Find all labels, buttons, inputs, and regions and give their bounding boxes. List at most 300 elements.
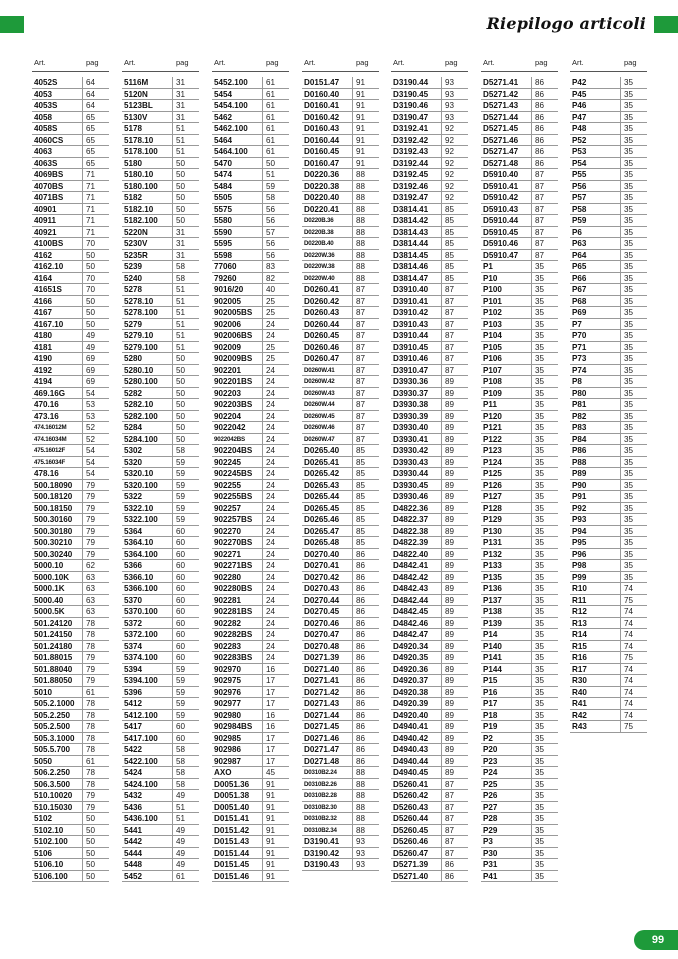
page-ref: 51 [176,135,186,145]
page-ref: 53 [86,411,96,421]
page-ref: 86 [535,135,545,145]
table-row [212,422,289,434]
table-row [570,342,647,354]
article-code: P70 [570,330,621,341]
page-ref: 86 [356,595,366,605]
page-number-badge: 99 [634,930,678,950]
table-row [391,721,468,733]
page-ref: 45 [266,768,276,777]
table-row [32,756,109,768]
article-code: D3930.41 [391,434,442,445]
page-ref: 89 [445,699,455,708]
article-code: 5106 [32,848,83,859]
page-ref: 50 [176,216,186,225]
table-row [391,836,468,848]
page-ref: 86 [535,89,545,99]
article-code: D0160.45 [302,146,353,157]
article-code: 902987 [212,756,263,767]
article-code: R15 [570,641,621,652]
page-ref: 93 [445,78,455,87]
article-code: 5106.10 [32,859,83,870]
table-row [122,192,199,204]
page-ref: 35 [535,388,545,398]
article-code: P91 [570,491,621,502]
table-row [481,422,558,434]
article-code: D0271.42 [302,687,353,698]
table-row [32,595,109,607]
article-code: D0260.41 [302,284,353,295]
table-row [302,756,379,768]
table-row [570,181,647,193]
article-code: P73 [570,353,621,364]
article-code: D0160.43 [302,123,353,134]
table-row [122,583,199,595]
article-code: 5484 [212,181,263,192]
table-row [481,468,558,480]
article-code: 510.10020 [32,790,83,801]
table-row [391,710,468,722]
article-code: P124 [481,457,532,468]
table-row [302,169,379,181]
page-ref: 86 [535,78,545,87]
page-ref: 91 [266,871,276,881]
table-row [481,629,558,641]
page-ref: 87 [445,825,455,835]
page-ref: 35 [535,584,545,593]
table-row [570,480,647,492]
article-code: 5010 [32,687,83,698]
page-ref: 60 [176,607,186,616]
page-ref: 87 [445,779,455,789]
article-code: P131 [481,537,532,548]
page-ref: 35 [624,308,634,317]
table-row [302,215,379,227]
table-row [302,77,379,89]
index-column [212,54,289,882]
article-code: D5910.46 [481,238,532,249]
article-code: D5260.45 [391,825,442,836]
article-code: P67 [570,284,621,295]
page-ref: 35 [535,791,545,800]
table-row [32,721,109,733]
table-row [212,399,289,411]
table-row [481,572,558,584]
table-row [212,721,289,733]
article-code: P105 [481,342,532,353]
table-row [391,871,468,883]
article-code: P63 [570,238,621,249]
page-ref: 62 [86,561,96,570]
article-code: D4842.41 [391,560,442,571]
article-code: 5444 [122,848,173,859]
article-code: D0260.43 [302,307,353,318]
page-ref: 24 [266,469,276,478]
page-ref: 87 [445,848,455,858]
table-row [212,583,289,595]
article-code: P128 [481,503,532,514]
table-row [122,261,199,273]
table-row [212,445,289,457]
page-ref: 92 [445,181,455,191]
table-row [391,491,468,503]
page-ref: 35 [535,308,545,317]
table-row [212,307,289,319]
page-ref: 87 [356,388,366,398]
table-row [391,698,468,710]
pag-header: pag [176,58,189,67]
table-row [570,353,647,365]
page-ref: 87 [445,285,455,294]
page-ref: 87 [535,227,545,237]
article-code: 5130V [122,112,173,123]
page-ref: 91 [266,860,276,869]
page-ref: 50 [86,319,96,329]
page-ref: 89 [445,595,455,605]
table-row [570,261,647,273]
table-row [391,595,468,607]
table-row [32,606,109,618]
page-ref: 35 [624,135,634,145]
article-code: D4822.37 [391,514,442,525]
table-row [481,652,558,664]
article-code: D3190.45 [391,89,442,100]
table-row [391,238,468,250]
article-code: 5278 [122,284,173,295]
page-ref: 89 [445,722,455,731]
page-ref: 88 [356,239,366,248]
article-code: 5182 [122,192,173,203]
page-ref: 87 [356,423,366,432]
table-row [570,675,647,687]
article-code: 77060 [212,261,263,272]
page-ref: 86 [356,549,366,559]
table-row [32,664,109,676]
table-row [122,802,199,814]
page-ref: 87 [356,308,366,317]
page-ref: 35 [535,480,545,490]
table-row [32,457,109,469]
table-row [212,146,289,158]
table-row [391,480,468,492]
article-code: 510.15030 [32,802,83,813]
table-row [391,376,468,388]
page-ref: 89 [445,584,455,593]
page-ref: 89 [445,607,455,616]
table-row [212,859,289,871]
page-ref: 35 [535,492,545,501]
page-ref: 24 [266,584,276,593]
table-row [570,583,647,595]
page-ref: 35 [624,331,634,340]
article-code: D0310B2.32 [302,813,353,824]
page-ref: 93 [356,860,366,869]
article-code: P98 [570,560,621,571]
table-row [302,537,379,549]
page-ref: 35 [624,423,634,432]
article-code: D4842.44 [391,595,442,606]
table-row [302,112,379,124]
page-ref: 71 [86,227,96,237]
article-code: 5302 [122,445,173,456]
article-code: 902281BS [212,606,263,617]
page-ref: 87 [535,204,545,214]
page-ref: 64 [86,78,96,87]
article-code: P126 [481,480,532,491]
page-ref: 35 [535,296,545,306]
article-code: 902204BS [212,445,263,456]
table-row [481,135,558,147]
article-code: D0220B.40 [302,238,353,249]
left-green-tab [0,16,24,33]
table-row [481,549,558,561]
page-ref: 35 [535,871,545,881]
table-row [122,399,199,411]
article-code: P15 [481,675,532,686]
article-code: P16 [481,687,532,698]
article-code: 475.16034F [32,457,83,468]
table-row [302,238,379,250]
page-ref: 93 [445,112,455,122]
page-ref: 60 [176,549,186,559]
table-row [212,227,289,239]
table-row [481,836,558,848]
table-row [212,204,289,216]
article-code: 40901 [32,204,83,215]
table-row [122,503,199,515]
table-row [391,767,468,779]
table-row [391,135,468,147]
article-code: R16 [570,652,621,663]
table-row [481,112,558,124]
table-row [212,457,289,469]
table-row [122,319,199,331]
page-ref: 85 [356,457,366,467]
table-row [212,468,289,480]
page-ref: 89 [445,733,455,743]
page-ref: 87 [535,250,545,260]
page-ref: 88 [356,825,366,835]
table-row [212,388,289,400]
table-row [481,192,558,204]
table-row [570,330,647,342]
article-code: D4920.39 [391,698,442,709]
article-code: D0271.44 [302,710,353,721]
table-row [391,664,468,676]
article-code: 5417 [122,721,173,732]
article-code: D0260W.43 [302,388,353,399]
table-row [32,652,109,664]
article-code: D3930.37 [391,388,442,399]
table-row [481,296,558,308]
table-row [570,411,647,423]
article-code: R40 [570,687,621,698]
table-row [212,411,289,423]
article-code: 5284.100 [122,434,173,445]
article-code: 5364 [122,526,173,537]
table-row [32,434,109,446]
table-row [302,457,379,469]
article-code: D4920.34 [391,641,442,652]
article-code: 902270 [212,526,263,537]
article-code: 5180.100 [122,181,173,192]
page-ref: 87 [445,814,455,823]
article-code: 5470 [212,158,263,169]
table-row [32,112,109,124]
article-code: P81 [570,399,621,410]
page-ref: 35 [535,423,545,432]
table-row [122,756,199,768]
page-ref: 50 [176,158,186,168]
page-ref: 87 [445,802,455,812]
table-row [481,698,558,710]
table-row [32,261,109,273]
page-ref: 92 [445,124,455,133]
article-code: D0220B.36 [302,215,353,226]
article-code: 5441 [122,825,173,836]
page-ref: 64 [86,89,96,99]
table-row [122,353,199,365]
page-ref: 61 [266,135,276,145]
page-ref: 87 [445,319,455,329]
page-ref: 89 [445,768,455,777]
page-ref: 92 [445,193,455,202]
page-ref: 69 [86,354,96,363]
article-code: 5182.100 [122,215,173,226]
page-ref: 65 [86,158,96,168]
page-ref: 92 [445,170,455,179]
table-row [32,227,109,239]
page-ref: 78 [86,630,96,639]
table-row [570,572,647,584]
page-ref: 25 [266,342,276,352]
article-code: D3930.42 [391,445,442,456]
article-code: 5370.100 [122,606,173,617]
page-ref: 35 [535,377,545,386]
page-ref: 35 [535,802,545,812]
table-row [212,629,289,641]
page-ref: 50 [176,388,186,398]
article-code: D0265.44 [302,491,353,502]
page-ref: 85 [356,446,366,455]
page-ref: 35 [535,319,545,329]
article-code: 902280 [212,572,263,583]
article-code: D3192.42 [391,135,442,146]
table-row [122,204,199,216]
page-ref: 35 [535,641,545,651]
article-code: R10 [570,583,621,594]
article-code: D5271.40 [391,871,442,882]
article-code: P28 [481,813,532,824]
page-ref: 79 [86,802,96,812]
table-row [570,629,647,641]
table-row [212,238,289,250]
article-code: D3192.46 [391,181,442,192]
page-ref: 75 [624,653,634,662]
table-row [32,859,109,871]
table-row [32,733,109,745]
table-row [302,204,379,216]
article-code: 4100BS [32,238,83,249]
table-row [122,825,199,837]
table-row [481,618,558,630]
article-code: D0265.42 [302,468,353,479]
page-ref: 74 [624,584,634,593]
article-code: P48 [570,123,621,134]
article-code: P6 [570,227,621,238]
article-code: 4194 [32,376,83,387]
table-row [122,296,199,308]
article-code: D5260.42 [391,790,442,801]
page-ref: 24 [266,388,276,398]
table-row [481,365,558,377]
table-row [570,158,647,170]
article-code: P18 [481,710,532,721]
page-ref: 60 [176,561,186,570]
table-row [122,342,199,354]
page-ref: 54 [86,388,96,398]
article-code: D0220W.36 [302,250,353,261]
article-code: 505.2.250 [32,710,83,721]
table-row [391,192,468,204]
column-header [481,54,558,72]
page-ref: 60 [176,595,186,605]
table-row [391,158,468,170]
article-code: D0220W.40 [302,273,353,284]
page-ref: 31 [176,101,186,110]
page-ref: 89 [445,676,455,685]
page-ref: 87 [356,285,366,294]
article-code: 5280.10 [122,365,173,376]
table-row [212,250,289,262]
table-row [391,307,468,319]
page-ref: 35 [535,262,545,271]
article-code: 5279 [122,319,173,330]
page-ref: 35 [624,549,634,559]
table-row [302,296,379,308]
article-code: D0270.48 [302,641,353,652]
page-ref: 35 [624,181,634,191]
table-row [32,330,109,342]
table-row [32,353,109,365]
table-row [32,549,109,561]
article-code: 902245 [212,457,263,468]
table-row [122,871,199,883]
page-ref: 35 [624,457,634,467]
table-row [570,618,647,630]
table-row [212,813,289,825]
page-ref: 86 [535,101,545,110]
table-row [212,273,289,285]
table-row [391,629,468,641]
article-code: 5230V [122,238,173,249]
article-code: D5910.45 [481,227,532,238]
table-row [122,227,199,239]
page-ref: 59 [176,710,186,720]
article-code: D0160.40 [302,89,353,100]
article-code: P64 [570,250,621,261]
page-ref: 93 [356,848,366,858]
article-code: D3814.43 [391,227,442,238]
article-code: 501.88015 [32,652,83,663]
page-ref: 24 [266,411,276,421]
table-row [32,836,109,848]
article-code: P29 [481,825,532,836]
table-row [302,192,379,204]
table-row [302,422,379,434]
table-row [302,779,379,791]
page-ref: 87 [356,400,366,409]
table-row [481,526,558,538]
